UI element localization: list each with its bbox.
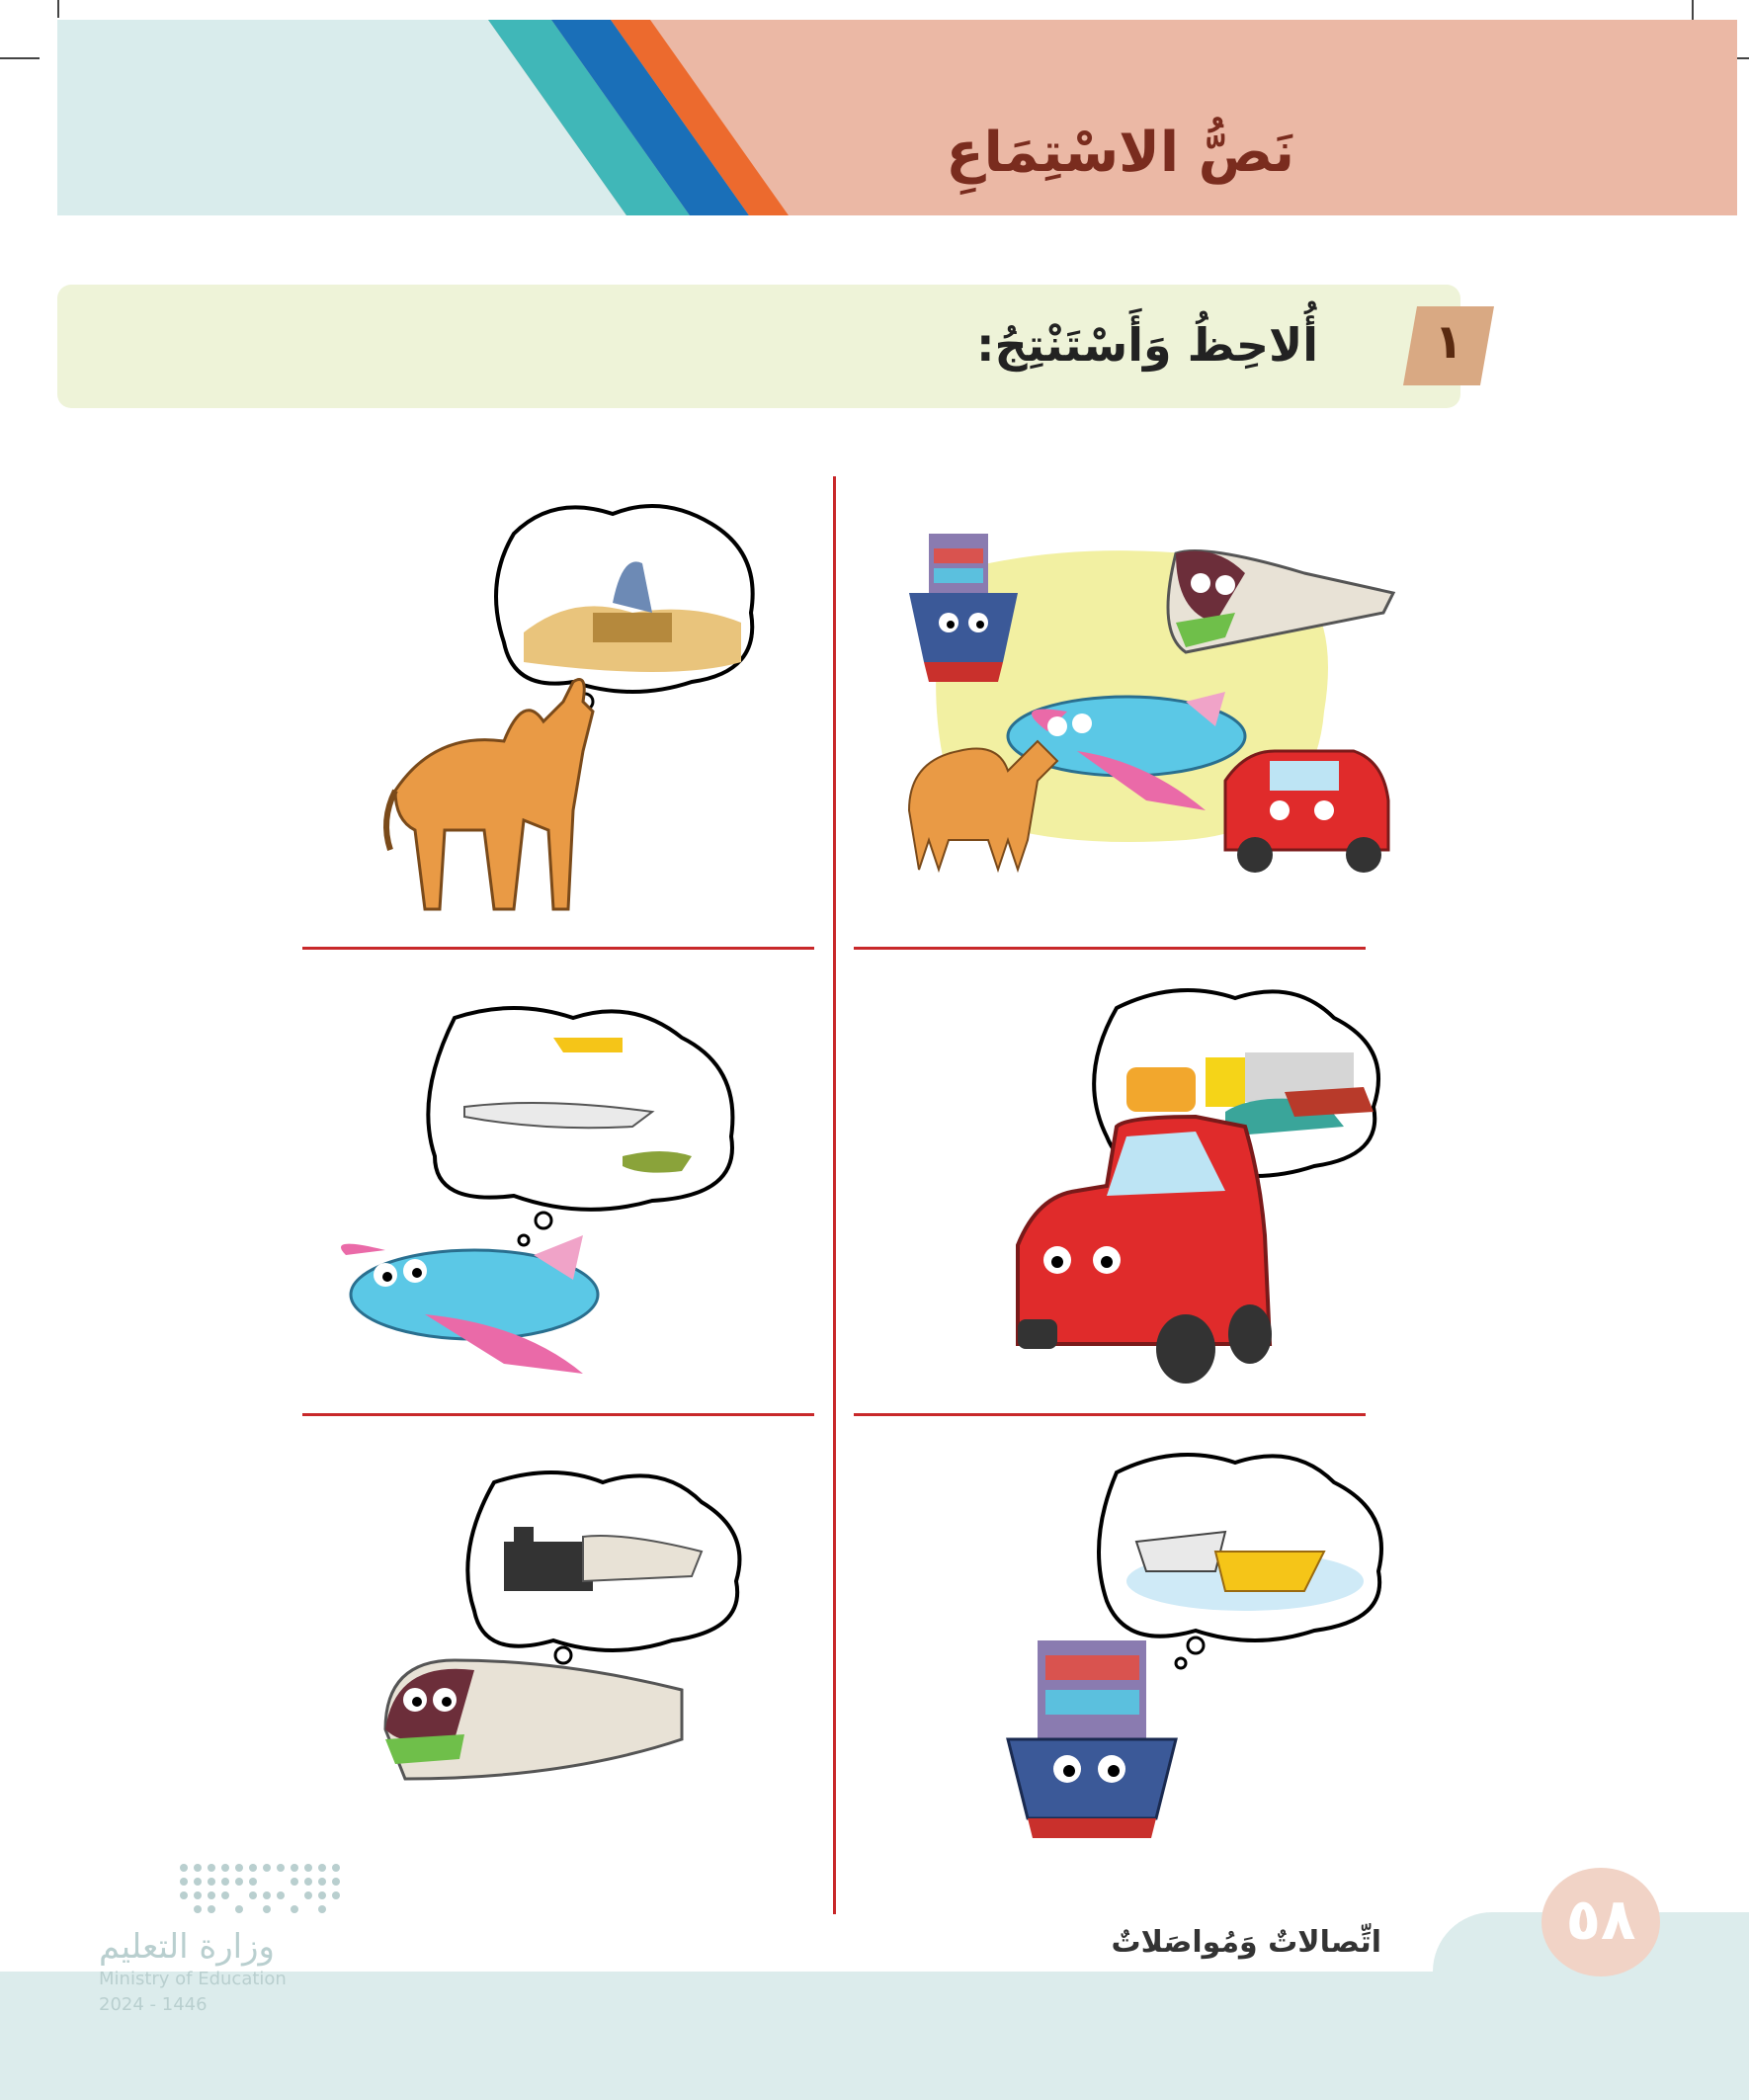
page-header xyxy=(57,20,1737,215)
plane-icon xyxy=(341,1235,598,1374)
car-icon xyxy=(1225,751,1388,873)
car-icon xyxy=(1018,1117,1272,1384)
camel-icon xyxy=(386,680,593,910)
grid-divider-horizontal xyxy=(302,947,814,950)
camel-panel-illustration xyxy=(375,494,791,929)
car-panel-illustration xyxy=(998,978,1413,1393)
crop-mark xyxy=(0,57,40,59)
grid-divider-horizontal xyxy=(854,947,1366,950)
grid-divider-vertical xyxy=(833,476,836,1914)
crop-mark xyxy=(57,0,59,18)
header-banner xyxy=(57,20,1737,215)
all-transport-illustration xyxy=(889,514,1403,889)
grid-divider-horizontal xyxy=(854,1413,1366,1416)
ministry-year: 2024 - 1446 xyxy=(99,1994,208,2015)
ship-panel-illustration xyxy=(998,1443,1413,1838)
ministry-name-english: Ministry of Education xyxy=(99,1969,287,1989)
page-number: ٥٨ xyxy=(1565,1886,1636,1953)
train-icon xyxy=(385,1660,682,1779)
grid-divider-horizontal xyxy=(302,1413,814,1416)
ministry-name-arabic: وزارة التعليم xyxy=(99,1927,275,1967)
activity-label: أُلاحِظُ وَأَسْتَنْتِجُ: xyxy=(976,318,1318,372)
ship-icon xyxy=(909,534,1018,682)
unit-name: اتِّصالاتٌ وَمُواصَلاتٌ xyxy=(1111,1925,1381,1960)
activity-number: ١ xyxy=(1434,314,1463,370)
plane-panel-illustration xyxy=(326,998,751,1393)
ship-icon xyxy=(1008,1640,1176,1838)
train-panel-illustration xyxy=(366,1463,761,1799)
page-title: نَصُّ الاسْتِمَاعِ xyxy=(946,121,1294,185)
